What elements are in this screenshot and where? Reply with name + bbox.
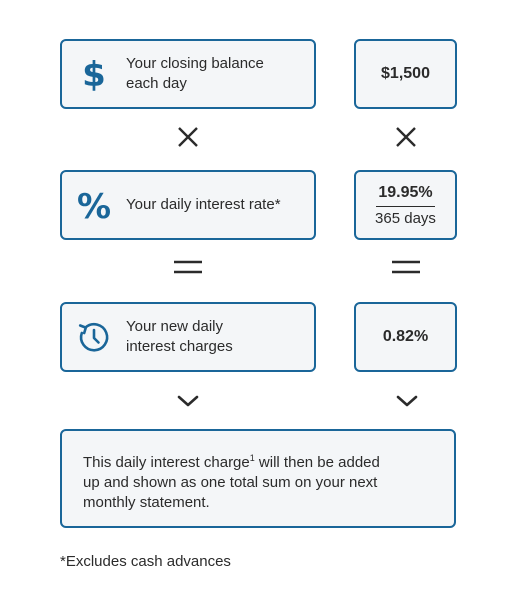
clock-history-icon xyxy=(76,319,112,355)
chevron-down-icon xyxy=(392,386,422,416)
svg-text:$: $ xyxy=(82,56,106,92)
rate-denominator: 365 days xyxy=(375,209,436,227)
svg-text:%: % xyxy=(76,187,112,223)
closing-balance-value: $1,500 xyxy=(381,65,430,82)
closing-balance-value-card xyxy=(354,39,457,109)
footnote: *Excludes cash advances xyxy=(60,553,231,570)
equals-icon xyxy=(391,252,421,282)
chevron-down-icon xyxy=(173,386,203,416)
daily-rate-label: Your daily interest rate* xyxy=(126,196,281,213)
rate-numerator: 19.95% xyxy=(376,184,434,207)
daily-charges-card xyxy=(60,302,316,372)
daily-rate-card xyxy=(60,170,316,240)
daily-rate-value-card xyxy=(354,170,457,240)
multiply-icon xyxy=(173,122,203,152)
multiply-icon xyxy=(391,122,421,152)
equals-icon xyxy=(173,252,203,282)
percent-icon xyxy=(76,187,112,223)
footnote-marker: 1 xyxy=(249,453,255,463)
summary-note: This daily interest charge$^1$ will then be added up and shown as one total sum on your next monthly statement. xyxy=(60,429,456,528)
closing-balance-label: Your closing balance each day xyxy=(126,55,264,92)
daily-charges-label: Your new daily interest charges xyxy=(126,318,233,355)
daily-charges-value-card xyxy=(354,302,457,372)
daily-charges-value: 0.82% xyxy=(382,328,429,345)
closing-balance-card xyxy=(60,39,316,109)
dollar-icon xyxy=(76,56,112,92)
